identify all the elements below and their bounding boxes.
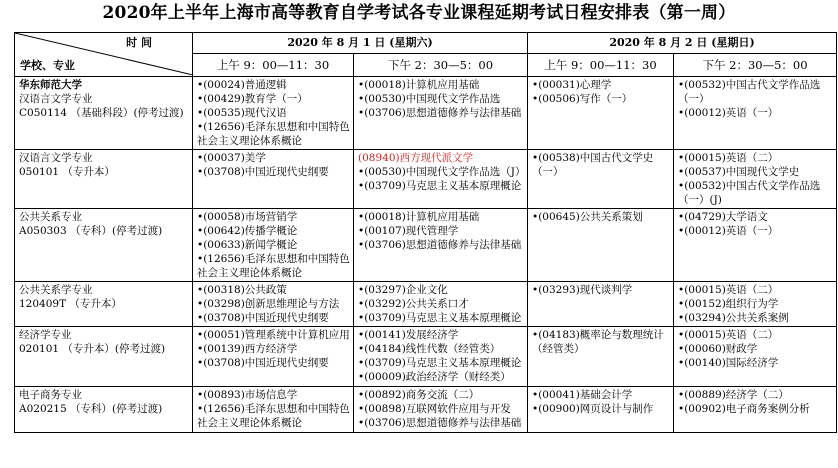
course-cell-day1-am — [193, 77, 354, 150]
table-row — [15, 282, 837, 327]
course-item: •(03708)中国近现代史纲要 — [197, 312, 329, 324]
course-item: （一）(J) — [678, 194, 722, 206]
course-item: •(00535)现代汉语 — [197, 107, 287, 119]
course-cell-day2-pm — [674, 150, 837, 209]
course-item: •(03706)思想道德修养与法律基础 — [358, 239, 522, 251]
major-name: 公共关系专业 A050303 （专科）(停考过渡) — [19, 211, 163, 237]
course-cell-day2-am — [528, 209, 674, 282]
course-item: •(00889)经济学（二） — [678, 389, 789, 401]
course-cell-day2-am — [528, 77, 674, 150]
course-item: •(00012)英语（一） — [678, 107, 779, 119]
table-row — [15, 150, 837, 209]
course-item: •(00060)财政学 — [678, 343, 758, 355]
major-name: 公共关系学专业 120409T （专升本） — [19, 284, 122, 310]
course-cell-day1-pm — [354, 327, 528, 387]
course-cell-day2-pm — [674, 209, 837, 282]
course-item: 社会主义理论体系概论 — [197, 135, 302, 147]
course-item: •(00058)市场营销学 — [197, 211, 298, 223]
course-item: •(03706)思想道德修养与法律基础 — [358, 107, 522, 119]
course-item: •(00429)教育学（一） — [197, 93, 308, 105]
course-item: •(00152)组织行为学 — [678, 298, 779, 310]
course-item: •(03706)思想道德修养与法律基础 — [358, 417, 522, 429]
date-header-day1: 2020 年 8 月 1 日 (星期六) — [193, 33, 528, 54]
course-item: •(04183)概率论与数理统计 — [532, 329, 664, 341]
course-item: •(00015)英语（二） — [678, 152, 779, 164]
course-cell-day1-am — [193, 327, 354, 387]
major-name: 汉语言文学专业 C050114 （基础科段）(停考过渡) — [19, 93, 184, 119]
page-title: 2020年上半年上海市高等教育自学考试各专业课程延期考试日程安排表（第一周） — [102, 3, 736, 23]
course-item: •(00140)国际经济学 — [678, 357, 779, 369]
course-item: •(00012)英语（一） — [678, 225, 779, 237]
table-corner-header — [15, 33, 193, 77]
course-cell-day1-pm — [354, 387, 528, 433]
time-header-day2-pm: 下午 2：30—5：00 — [674, 54, 837, 77]
course-item: •(00642)传播学概论 — [197, 225, 298, 237]
course-item: •(03292)公共关系口才 — [358, 298, 469, 310]
course-item: •(00538)中国古代文学史 — [532, 152, 654, 164]
course-cell-day2-am — [528, 327, 674, 387]
course-item: •(00506)写作（一） — [532, 93, 633, 105]
corner-label-school-major: 学校、专业 — [20, 59, 75, 72]
course-cell-day1-pm — [354, 282, 528, 327]
time-header-day1-am: 上午 9：00—11：30 — [193, 54, 354, 77]
course-cell-day1-am — [193, 209, 354, 282]
course-item: •(00107)现代管理学 — [358, 225, 459, 237]
course-item: •(00530)中国现代文学作品选（J） — [358, 166, 526, 178]
course-item: •(03298)创新思维理论与方法 — [197, 298, 340, 310]
corner-label-time: 时 间 — [126, 36, 152, 49]
major-cell — [15, 150, 193, 209]
course-item: （一） — [532, 166, 564, 178]
major-cell — [15, 282, 193, 327]
course-item: •(00645)公共关系策划 — [532, 211, 643, 223]
time-header-day1-pm: 下午 2：30—5：00 — [354, 54, 528, 77]
course-item: •(12656)毛泽东思想和中国特色 — [197, 121, 350, 133]
major-name: 汉语言文学专业 050101 （专升本） — [19, 152, 115, 178]
course-item: •(00532)中国古代文学作品选 — [678, 180, 821, 192]
table-row — [15, 327, 837, 387]
course-item: •(00018)计算机应用基础 — [358, 79, 480, 91]
course-item: •(03708)中国近现代史纲要 — [197, 166, 329, 178]
course-item: •(00902)电子商务案例分析 — [678, 403, 810, 415]
course-item: •(04729)大学语文 — [678, 211, 768, 223]
course-item: •(03293)现代谈判学 — [532, 284, 633, 296]
course-item: •(03297)企业文化 — [358, 284, 448, 296]
course-cell-day1-pm — [354, 150, 528, 209]
course-item: •(00537)中国现代文学史 — [678, 166, 800, 178]
table-row — [15, 209, 837, 282]
course-item: •(00015)英语（二） — [678, 329, 779, 341]
course-cell-day2-pm — [674, 327, 837, 387]
date-header-day2: 2020 年 8 月 2 日 (星期日) — [528, 33, 837, 54]
course-item: •(00009)政治经济学（财经类） — [358, 371, 511, 383]
course-cell-day2-am — [528, 282, 674, 327]
course-cell-day2-am — [528, 150, 674, 209]
course-item: •(03294)公共关系案例 — [678, 312, 789, 324]
course-item: •(00041)基础会计学 — [532, 389, 633, 401]
course-item: •(00893)市场信息学 — [197, 389, 298, 401]
course-item: •(03709)马克思主义基本原理概论 — [358, 357, 522, 369]
course-item: •(00024)普通逻辑 — [197, 79, 287, 91]
course-cell-day2-pm — [674, 77, 837, 150]
course-cell-day2-pm — [674, 387, 837, 433]
course-item: •(12656)毛泽东思想和中国特色 — [197, 253, 350, 265]
major-name: 经济学专业 020101 （专升本）(停考过渡) — [19, 329, 166, 355]
course-cell-day2-am — [528, 387, 674, 433]
table-row — [15, 77, 837, 150]
course-cell-day1-pm — [354, 77, 528, 150]
course-item-highlighted: (08940)西方现代派文学 — [358, 152, 474, 164]
time-header-day2-am: 上午 9：00—11：30 — [528, 54, 674, 77]
major-cell — [15, 209, 193, 282]
course-item: •(00037)美学 — [197, 152, 266, 164]
course-item: •(04184)线性代数（经管类） — [358, 343, 501, 355]
course-item: •(03709)马克思主义基本原理概论 — [358, 312, 522, 324]
course-item: •(03709)马克思主义基本原理概论 — [358, 180, 522, 192]
course-item: （一） — [678, 93, 710, 105]
course-item: •(00051)管理系统中计算机应用 — [197, 329, 350, 341]
course-cell-day1-am — [193, 282, 354, 327]
course-item: （经管类） — [532, 343, 585, 355]
course-item: •(00018)计算机应用基础 — [358, 211, 480, 223]
major-cell — [15, 327, 193, 387]
course-item: •(03708)中国近现代史纲要 — [197, 357, 329, 369]
school-name: 华东师范大学 — [19, 79, 82, 91]
course-item: •(00141)发展经济学 — [358, 329, 459, 341]
major-cell — [15, 387, 193, 433]
course-item: •(12656)毛泽东思想和中国特色 — [197, 403, 350, 415]
course-item: •(00900)网页设计与制作 — [532, 403, 654, 415]
course-cell-day2-pm — [674, 282, 837, 327]
course-cell-day1-am — [193, 387, 354, 433]
course-cell-day1-pm — [354, 209, 528, 282]
course-item: •(00318)公共政策 — [197, 284, 287, 296]
table-row — [15, 387, 837, 433]
course-item: •(00015)英语（二） — [678, 284, 779, 296]
course-item: 社会主义理论体系概论 — [197, 267, 302, 279]
major-name: 电子商务专业 A020215 （专科）(停考过渡) — [19, 389, 163, 415]
course-cell-day1-am — [193, 150, 354, 209]
major-cell — [15, 77, 193, 150]
course-item: •(00633)新闻学概论 — [197, 239, 298, 251]
course-item: •(00139)西方经济学 — [197, 343, 298, 355]
course-item: 社会主义理论体系概论 — [197, 417, 302, 429]
schedule-table — [14, 32, 837, 433]
course-item: •(00898)互联网软件应用与开发 — [358, 403, 511, 415]
course-item: •(00892)商务交流（二） — [358, 389, 480, 401]
course-item: •(00532)中国古代文学作品选 — [678, 79, 821, 91]
course-item: •(00530)中国现代文学作品选 — [358, 93, 501, 105]
course-item: •(00031)心理学 — [532, 79, 612, 91]
